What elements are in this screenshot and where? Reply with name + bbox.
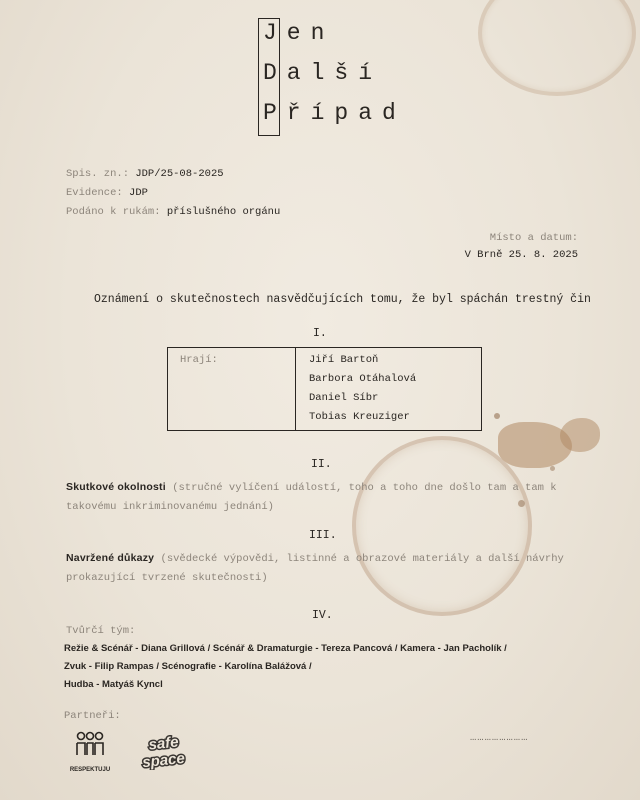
evidence-value: JDP <box>129 187 148 199</box>
coffee-drop-1 <box>494 413 500 419</box>
cast-member: Tobias Kreuziger <box>309 411 410 423</box>
respektuju-logo[interactable] <box>68 730 112 772</box>
place-label: Místo a datum: <box>489 232 578 244</box>
safe-space-logo-art <box>131 732 197 770</box>
coffee-stain-top-right <box>478 0 636 96</box>
spis-row <box>66 168 224 180</box>
title-line-2: Další <box>263 60 383 86</box>
place-value: V Brně 25. 8. 2025 <box>464 249 578 261</box>
section-3-note-1: (svědecké výpovědi, listinné a obrazové materiály a další návrhy <box>160 553 564 565</box>
document-heading: Oznámení o skutečnostech nasvědčujících tomu, že byl spáchán trestný čin <box>94 293 591 306</box>
section-2-note-2: takovému inkriminovanému jednání) <box>66 501 274 513</box>
evidence-label: Evidence: <box>66 187 123 199</box>
svg-text:space: space <box>141 749 186 770</box>
people-group-icon <box>68 730 112 760</box>
safe-space-logo[interactable] <box>131 732 197 770</box>
cast-member: Barbora Otáhalová <box>309 373 417 385</box>
svg-text:safe: safe <box>147 733 180 754</box>
cast-member: Daniel Síbr <box>309 392 379 404</box>
section-3-title: Navržené důkazy <box>66 552 155 564</box>
respektuju-logo-text: RESPEKTUJU <box>69 767 111 773</box>
cast-label: Hrají: <box>180 354 218 366</box>
section-4-numeral: IV. <box>312 609 333 622</box>
cast-table-divider <box>295 348 296 430</box>
title-line-3: Případ <box>263 100 406 126</box>
crew-line-2: Zvuk - Filip Rampas / Scénografie - Karolína Balážová / <box>64 661 312 672</box>
crew-label: Tvůrčí tým: <box>66 625 136 637</box>
podano-value: příslušného orgánu <box>166 206 281 218</box>
evidence-row <box>66 187 148 199</box>
section-2-note-1: (stručné vylíčení událostí, toho a toho dne došlo tam a tam k <box>172 482 557 494</box>
signature-line: …………………… <box>470 732 529 744</box>
section-2-numeral: II. <box>311 458 332 471</box>
coffee-stain-center <box>352 436 532 616</box>
section-2-title: Skutkové okolnosti <box>66 481 166 493</box>
spis-label: Spis. zn.: <box>66 168 130 180</box>
cast-member: Jiří Bartoň <box>309 354 379 366</box>
crew-line-3: Hudba - Matyáš Kyncl <box>64 679 163 690</box>
title-line-1: Jen <box>263 20 335 46</box>
spis-value: JDP/25-08-2025 <box>135 168 224 180</box>
podano-row <box>66 206 280 218</box>
podano-label: Podáno k rukám: <box>66 206 161 218</box>
section-3-note-2: prokazující tvrzené skutečnosti) <box>66 572 268 584</box>
section-3-numeral: III. <box>309 529 337 542</box>
section-1-numeral: I. <box>313 327 327 340</box>
partners-label: Partneři: <box>64 710 121 722</box>
cast-table <box>167 347 482 431</box>
coffee-splash-right-2 <box>560 418 600 452</box>
section-3-text <box>66 549 606 588</box>
coffee-drop-3 <box>550 466 555 471</box>
crew-line-1: Režie & Scénář - Diana Grillová / Scénář & Dramaturgie - Tereza Pancová / Kamera - Jan Pacholík / <box>64 643 507 654</box>
section-2-text <box>66 478 586 517</box>
